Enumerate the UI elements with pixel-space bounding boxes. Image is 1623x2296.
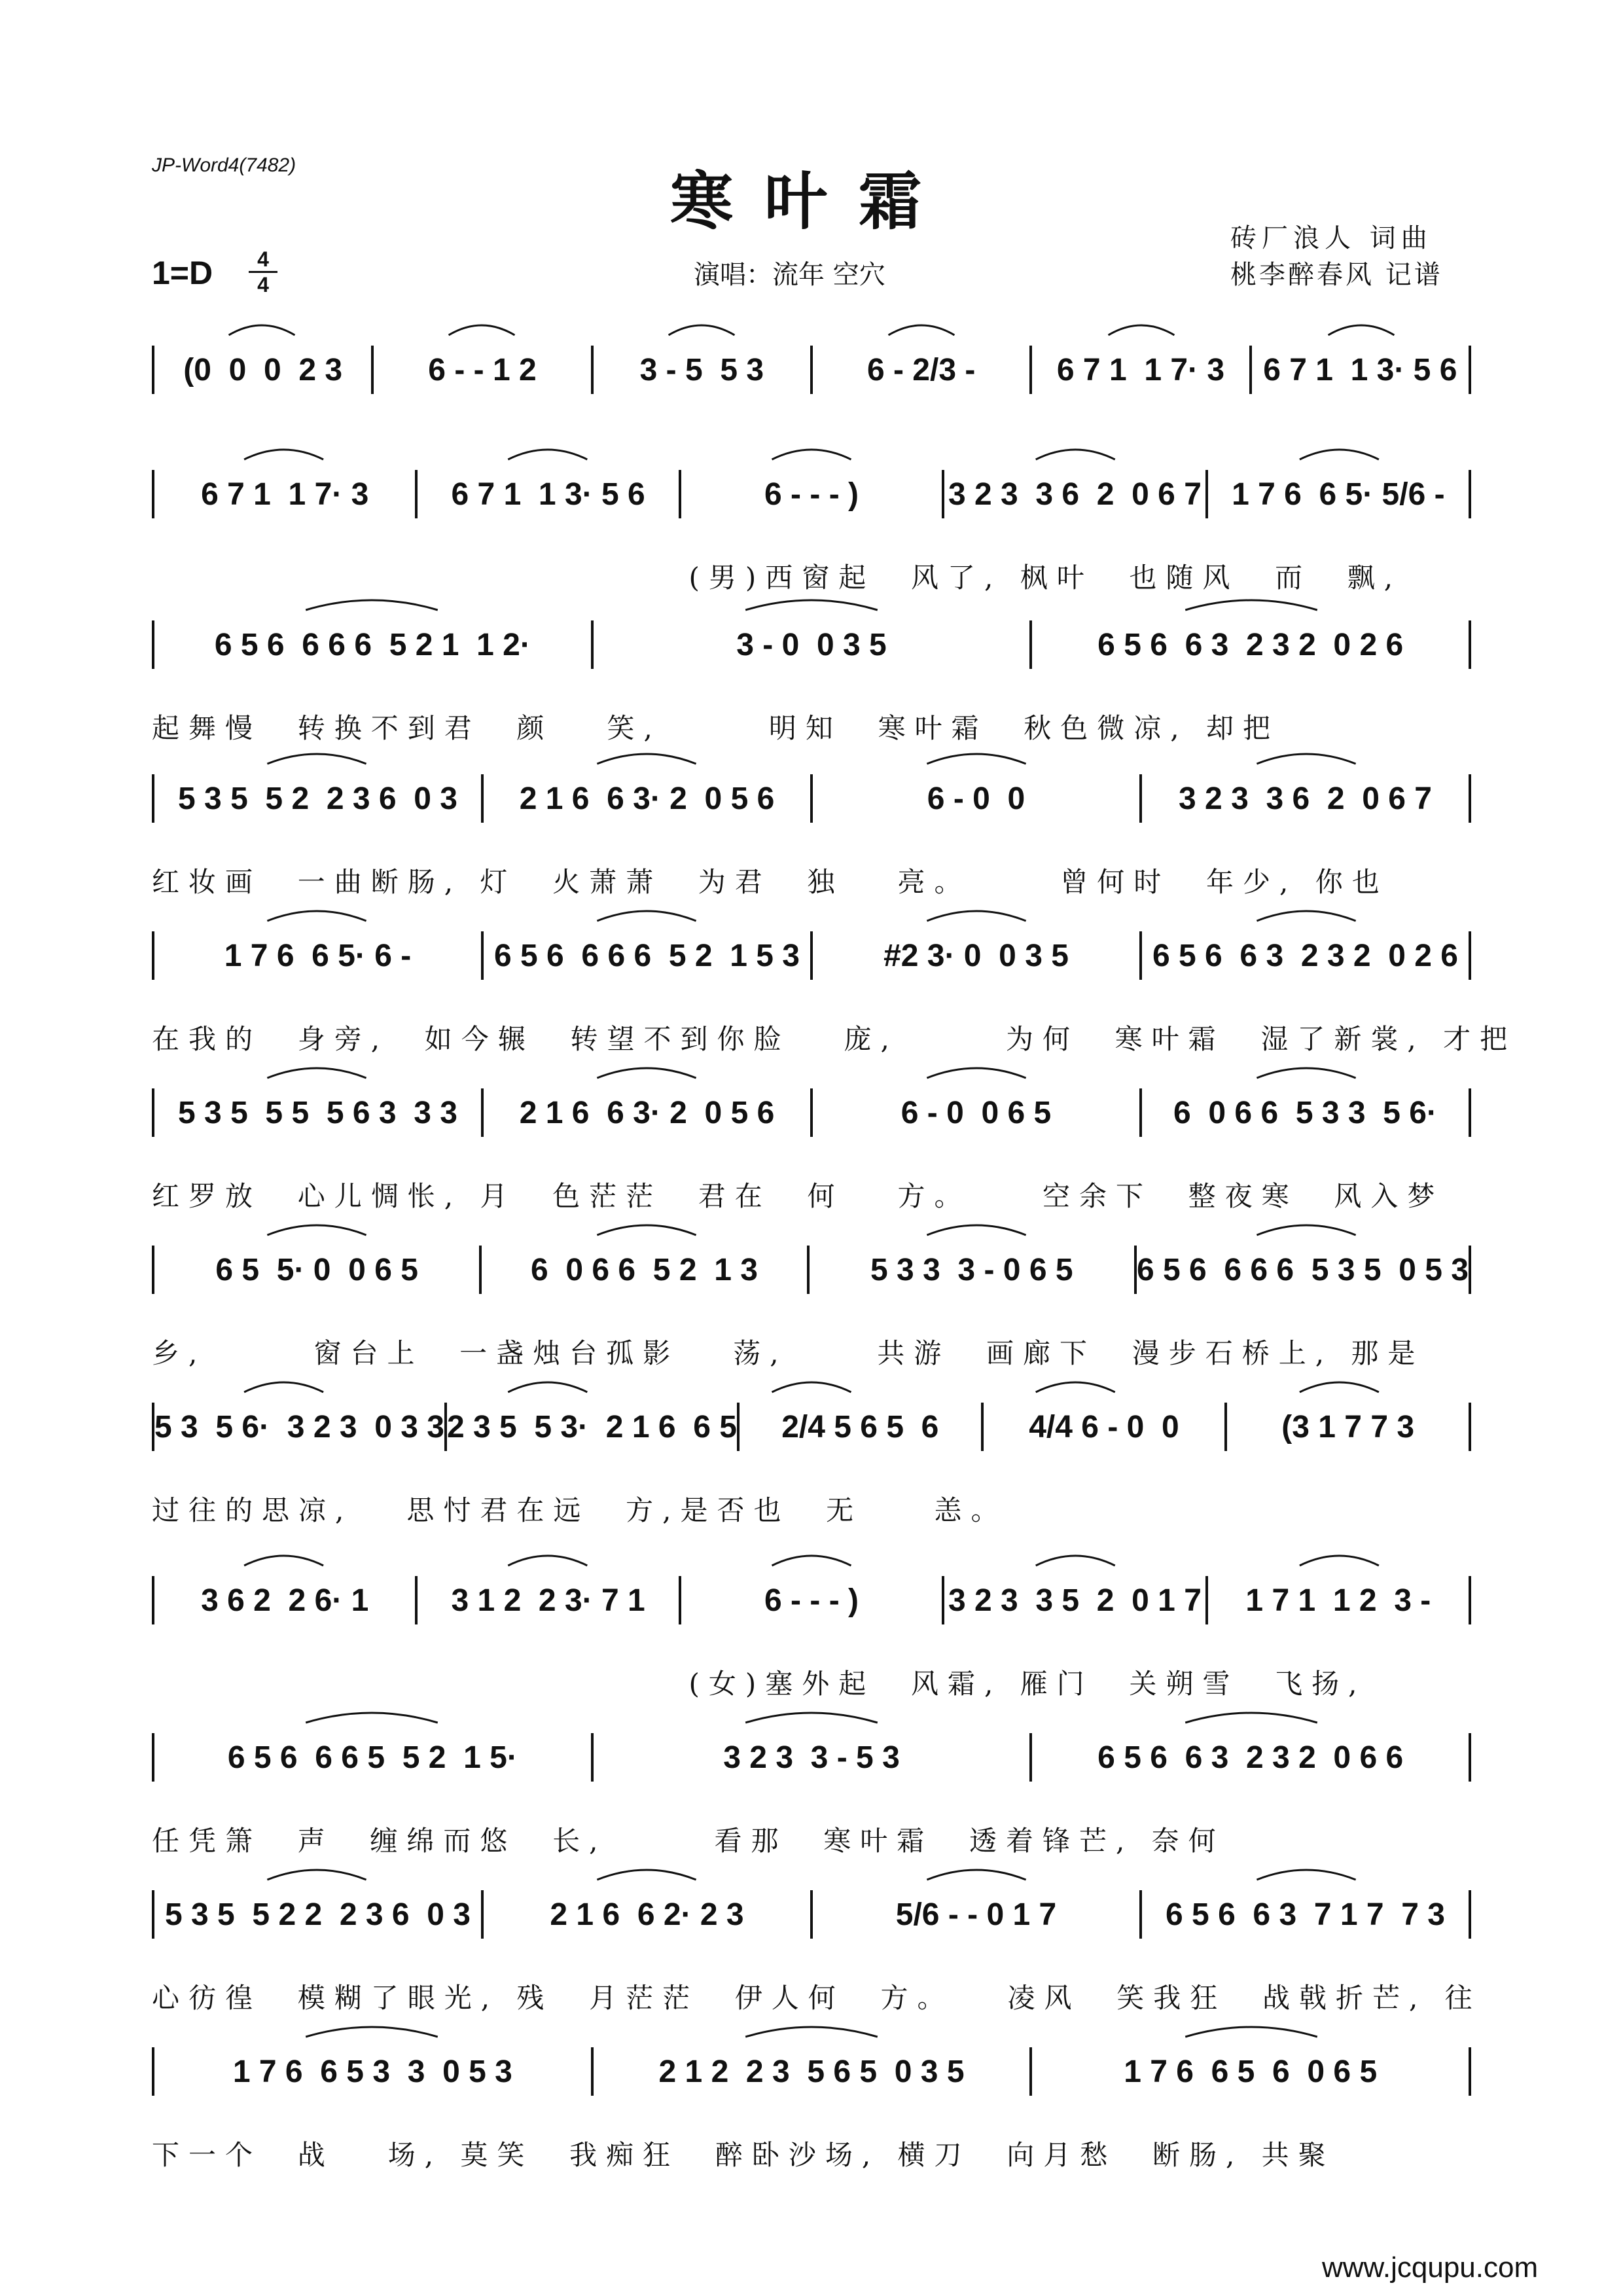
measure: 3 2 3 3 - 5 3: [723, 1740, 900, 1775]
slur-arc: [927, 1225, 1026, 1235]
measure: 5/6 - - 0 1 7: [895, 1897, 1057, 1932]
lyrics-line: 任凭箫 声 缠绵而悠 长, 看那 寒叶霜 透着锋芒, 奈何: [152, 1825, 1225, 1857]
notation-line: [152, 465, 1471, 524]
lyrics-line: 起舞慢 转换不到君 颜 笑, 明知 寒叶霜 秋色微凉, 却把: [152, 712, 1280, 744]
notation-line: [152, 1397, 1471, 1456]
lyrics-line: (男)西窗起 风了, 枫叶 也随风 而 飘,: [152, 562, 1402, 594]
slur-arc: [244, 450, 323, 459]
slur-arc: [597, 911, 696, 921]
measure: 6 0 6 6 5 3 3 5 6·: [1173, 1095, 1437, 1130]
slur-arc: [508, 1556, 587, 1566]
slur-arc: [1329, 325, 1395, 335]
notation-line: [152, 340, 1471, 399]
lyrics-line: 心彷徨 模糊了眼光, 残 月茫茫 伊人何 方。 凌风 笑我狂 战戟折芒, 往: [152, 1982, 1482, 2014]
time-signature: [249, 249, 277, 295]
bar-line: [1469, 1890, 1471, 1939]
slur-arc: [1109, 325, 1175, 335]
measure: 3 2 3 3 6 2 0 6 7: [948, 476, 1202, 512]
slur-arc: [927, 754, 1026, 764]
measure: 5 3 5 5 2 2 3 6 0 3: [178, 781, 457, 816]
bar-line: [1469, 620, 1471, 669]
slur-arc: [229, 325, 295, 335]
slur-marks: [152, 1846, 1471, 1885]
slur-arc: [244, 1556, 323, 1566]
slur-arc: [745, 600, 878, 610]
lyrics-line: (女)塞外起 风霜, 雁门 关朔雪 飞扬,: [152, 1668, 1366, 1700]
slur-arc: [449, 325, 515, 335]
slur-arc: [267, 1225, 366, 1235]
notation-line: [152, 769, 1471, 828]
slur-arc: [1185, 1713, 1317, 1723]
time-signature-top: 4: [249, 249, 277, 273]
measure: 6 5 6 6 3 2 3 2 0 6 6: [1097, 1740, 1404, 1775]
notation-line: [152, 1571, 1471, 1630]
slur-arc: [1300, 1382, 1379, 1392]
slur-arc: [1257, 911, 1355, 921]
slur-arc: [267, 1870, 366, 1880]
measure: 2 1 6 6 3· 2 0 5 6: [519, 1095, 775, 1130]
measure: 6 7 1 1 3· 5 6: [451, 476, 645, 512]
measure: (3 1 7 7 3: [1281, 1409, 1415, 1444]
slur-arc: [1300, 1556, 1379, 1566]
slur-marks: [152, 730, 1471, 769]
time-signature-bottom: 4: [257, 273, 269, 296]
measure: 4/4 6 - 0 0: [1029, 1409, 1179, 1444]
measure: 6 - 0 0: [927, 781, 1026, 816]
measure: (0 0 0 2 3: [183, 352, 343, 387]
slur-arc: [772, 1382, 851, 1392]
slur-arc: [745, 2027, 878, 2037]
slur-arc: [306, 2027, 438, 2037]
slur-arc: [508, 450, 587, 459]
measure: 6 7 1 1 3· 5 6: [1263, 352, 1457, 387]
notation-line: [152, 1885, 1471, 1944]
slur-arc: [927, 1870, 1026, 1880]
slur-arc: [597, 1068, 696, 1078]
measure: 2 1 2 2 3 5 6 5 0 3 5: [658, 2054, 965, 2089]
slur-arc: [306, 600, 438, 610]
slur-arc: [1036, 1556, 1115, 1566]
slur-marks: [152, 1201, 1471, 1240]
lyrics-line: 过往的思凉, 思忖君在远 方,是否也 无 恙。: [152, 1494, 1008, 1526]
measure: 1 7 6 6 5 6 0 6 5: [1124, 2054, 1378, 2089]
song-title: 寒叶霜: [670, 164, 953, 238]
slur-arc: [597, 1225, 696, 1235]
measure: 5 3 3 3 - 0 6 5: [870, 1252, 1073, 1287]
measure: 6 5 6 6 6 6 5 2 1 1 2·: [214, 627, 531, 662]
slur-marks: [152, 887, 1471, 926]
measure: 3 - 0 0 3 5: [736, 627, 887, 662]
slur-arc: [508, 1382, 587, 1392]
bar-line: [1469, 1088, 1471, 1137]
measure: 5 3 5 6· 3 2 3 0 3 3: [154, 1409, 444, 1444]
measure: 6 5 6 6 3 2 3 2 0 2 6: [1152, 938, 1458, 973]
slur-arc: [306, 1713, 438, 1723]
slur-arc: [927, 1068, 1026, 1078]
slur-marks: [152, 301, 1471, 340]
slur-arc: [772, 1556, 851, 1566]
measure: 6 - 0 0 6 5: [901, 1095, 1052, 1130]
slur-arc: [772, 450, 851, 459]
slur-marks: [152, 1689, 1471, 1728]
slur-arc: [927, 911, 1026, 921]
notation-line: [152, 2042, 1471, 2101]
measure: 6 5 6 6 6 5 5 2 1 5·: [227, 1740, 518, 1775]
measure: 1 7 6 6 5· 6 -: [224, 938, 412, 973]
slur-arc: [1300, 450, 1379, 459]
bar-line: [1469, 774, 1471, 823]
bar-line: [1469, 1403, 1471, 1451]
slur-marks: [152, 2003, 1471, 2042]
measure: #2 3· 0 0 3 5: [883, 938, 1069, 973]
notation-line: [152, 1083, 1471, 1142]
slur-arc: [889, 325, 955, 335]
bar-line: [1469, 931, 1471, 980]
measure: 5 3 5 5 2 2 2 3 6 0 3: [164, 1897, 471, 1932]
measure: 3 2 3 3 5 2 0 1 7: [948, 1583, 1202, 1618]
slur-arc: [1036, 450, 1115, 459]
slur-arc: [1257, 1870, 1355, 1880]
slur-arc: [669, 325, 735, 335]
singer-credit: 演唱：流年 空穴: [694, 260, 885, 290]
measure: 6 - - 1 2: [428, 352, 537, 387]
measure: 6 5 5· 0 0 6 5: [215, 1252, 418, 1287]
software-label: JP-Word4(7482): [152, 154, 296, 176]
lyrics-line: 乡, 窗台上 一盏烛台孤影 荡, 共游 画廊下 漫步石桥上, 那是: [152, 1337, 1425, 1369]
measure: 1 7 1 1 2 3 -: [1245, 1583, 1431, 1618]
notation-line: [152, 1728, 1471, 1787]
measure: 3 - 5 5 3: [639, 352, 764, 387]
bar-line: [1469, 470, 1471, 518]
measure: 3 6 2 2 6· 1: [201, 1583, 369, 1618]
slur-marks: [152, 1358, 1471, 1397]
measure: 6 5 6 6 6 6 5 2 1 5 3: [493, 938, 800, 973]
measure: 6 5 6 6 3 2 3 2 0 2 6: [1097, 627, 1404, 662]
slur-arc: [1257, 1068, 1355, 1078]
bar-line: [1469, 2047, 1471, 2096]
key-signature: 1=D: [152, 255, 213, 291]
measure: 2/4 5 6 5 6: [781, 1409, 939, 1444]
slur-arc: [1257, 754, 1355, 764]
measure: 3 1 2 2 3· 7 1: [451, 1583, 645, 1618]
slur-arc: [1185, 600, 1317, 610]
measure: 6 7 1 1 7· 3: [1056, 352, 1225, 387]
measure: 1 7 6 6 5 3 3 0 5 3: [232, 2054, 512, 2089]
lyricist-credit: 砖厂浪人 词曲: [1230, 223, 1433, 253]
bar-line: [1469, 1733, 1471, 1782]
slur-marks: [152, 1044, 1471, 1083]
slur-arc: [1185, 2027, 1317, 2037]
measure: 6 5 6 6 3 7 1 7 7 3: [1166, 1897, 1445, 1932]
lyrics-line: 红妆画 一曲断肠, 灯 火萧萧 为君 独 亮。 曾何时 年少, 你也: [152, 866, 1389, 898]
measure: 1 7 6 6 5· 5/6 -: [1232, 476, 1445, 512]
slur-arc: [244, 1382, 323, 1392]
measure: 6 7 1 1 7· 3: [201, 476, 369, 512]
slur-marks: [152, 576, 1471, 615]
measure: 5 3 5 5 5 5 6 3 3 3: [178, 1095, 457, 1130]
notation-line: [152, 615, 1471, 674]
measure: 2 1 6 6 3· 2 0 5 6: [519, 781, 775, 816]
bar-line: [1469, 1246, 1471, 1294]
measure: 6 0 6 6 5 2 1 3: [531, 1252, 758, 1287]
bar-line: [1469, 346, 1471, 394]
bar-line: [1469, 1576, 1471, 1624]
slur-arc: [1036, 1382, 1115, 1392]
slur-arc: [745, 1713, 878, 1723]
measure: 6 5 6 6 6 6 5 3 5 0 5 3: [1136, 1252, 1469, 1287]
measure: 6 - 2/3 -: [866, 352, 976, 387]
site-watermark: www.jcqupu.com: [1322, 2251, 1539, 2284]
slur-arc: [597, 754, 696, 764]
measure: 2 1 6 6 2· 2 3: [550, 1897, 744, 1932]
measure: 3 2 3 3 6 2 0 6 7: [1179, 781, 1432, 816]
measure: 6 - - - ): [764, 476, 859, 512]
notation-line: [152, 1240, 1471, 1299]
measure: 6 - - - ): [764, 1583, 859, 1618]
slur-marks: [152, 425, 1471, 465]
slur-arc: [597, 1870, 696, 1880]
slur-arc: [267, 754, 366, 764]
slur-marks: [152, 1532, 1471, 1571]
lyrics-line: 下一个 战 场, 莫笑 我痴狂 醉卧沙场, 横刀 向月愁 断肠, 共聚: [152, 2139, 1335, 2171]
slur-arc: [1257, 1225, 1355, 1235]
lyrics-line: 在我的 身旁, 如今辗 转望不到你脸 庞, 为何 寒叶霜 湿了新裳, 才把: [152, 1023, 1517, 1055]
measure: 2 3 5 5 3· 2 1 6 6 5: [446, 1409, 737, 1444]
lyrics-line: 红罗放 心儿惆怅, 月 色茫茫 君在 何 方。 空余下 整夜寒 风入梦: [152, 1180, 1444, 1212]
slur-arc: [267, 1068, 366, 1078]
notation-line: [152, 926, 1471, 985]
transcriber-credit: 桃李醉春风 记谱: [1230, 260, 1443, 290]
slur-arc: [267, 911, 366, 921]
